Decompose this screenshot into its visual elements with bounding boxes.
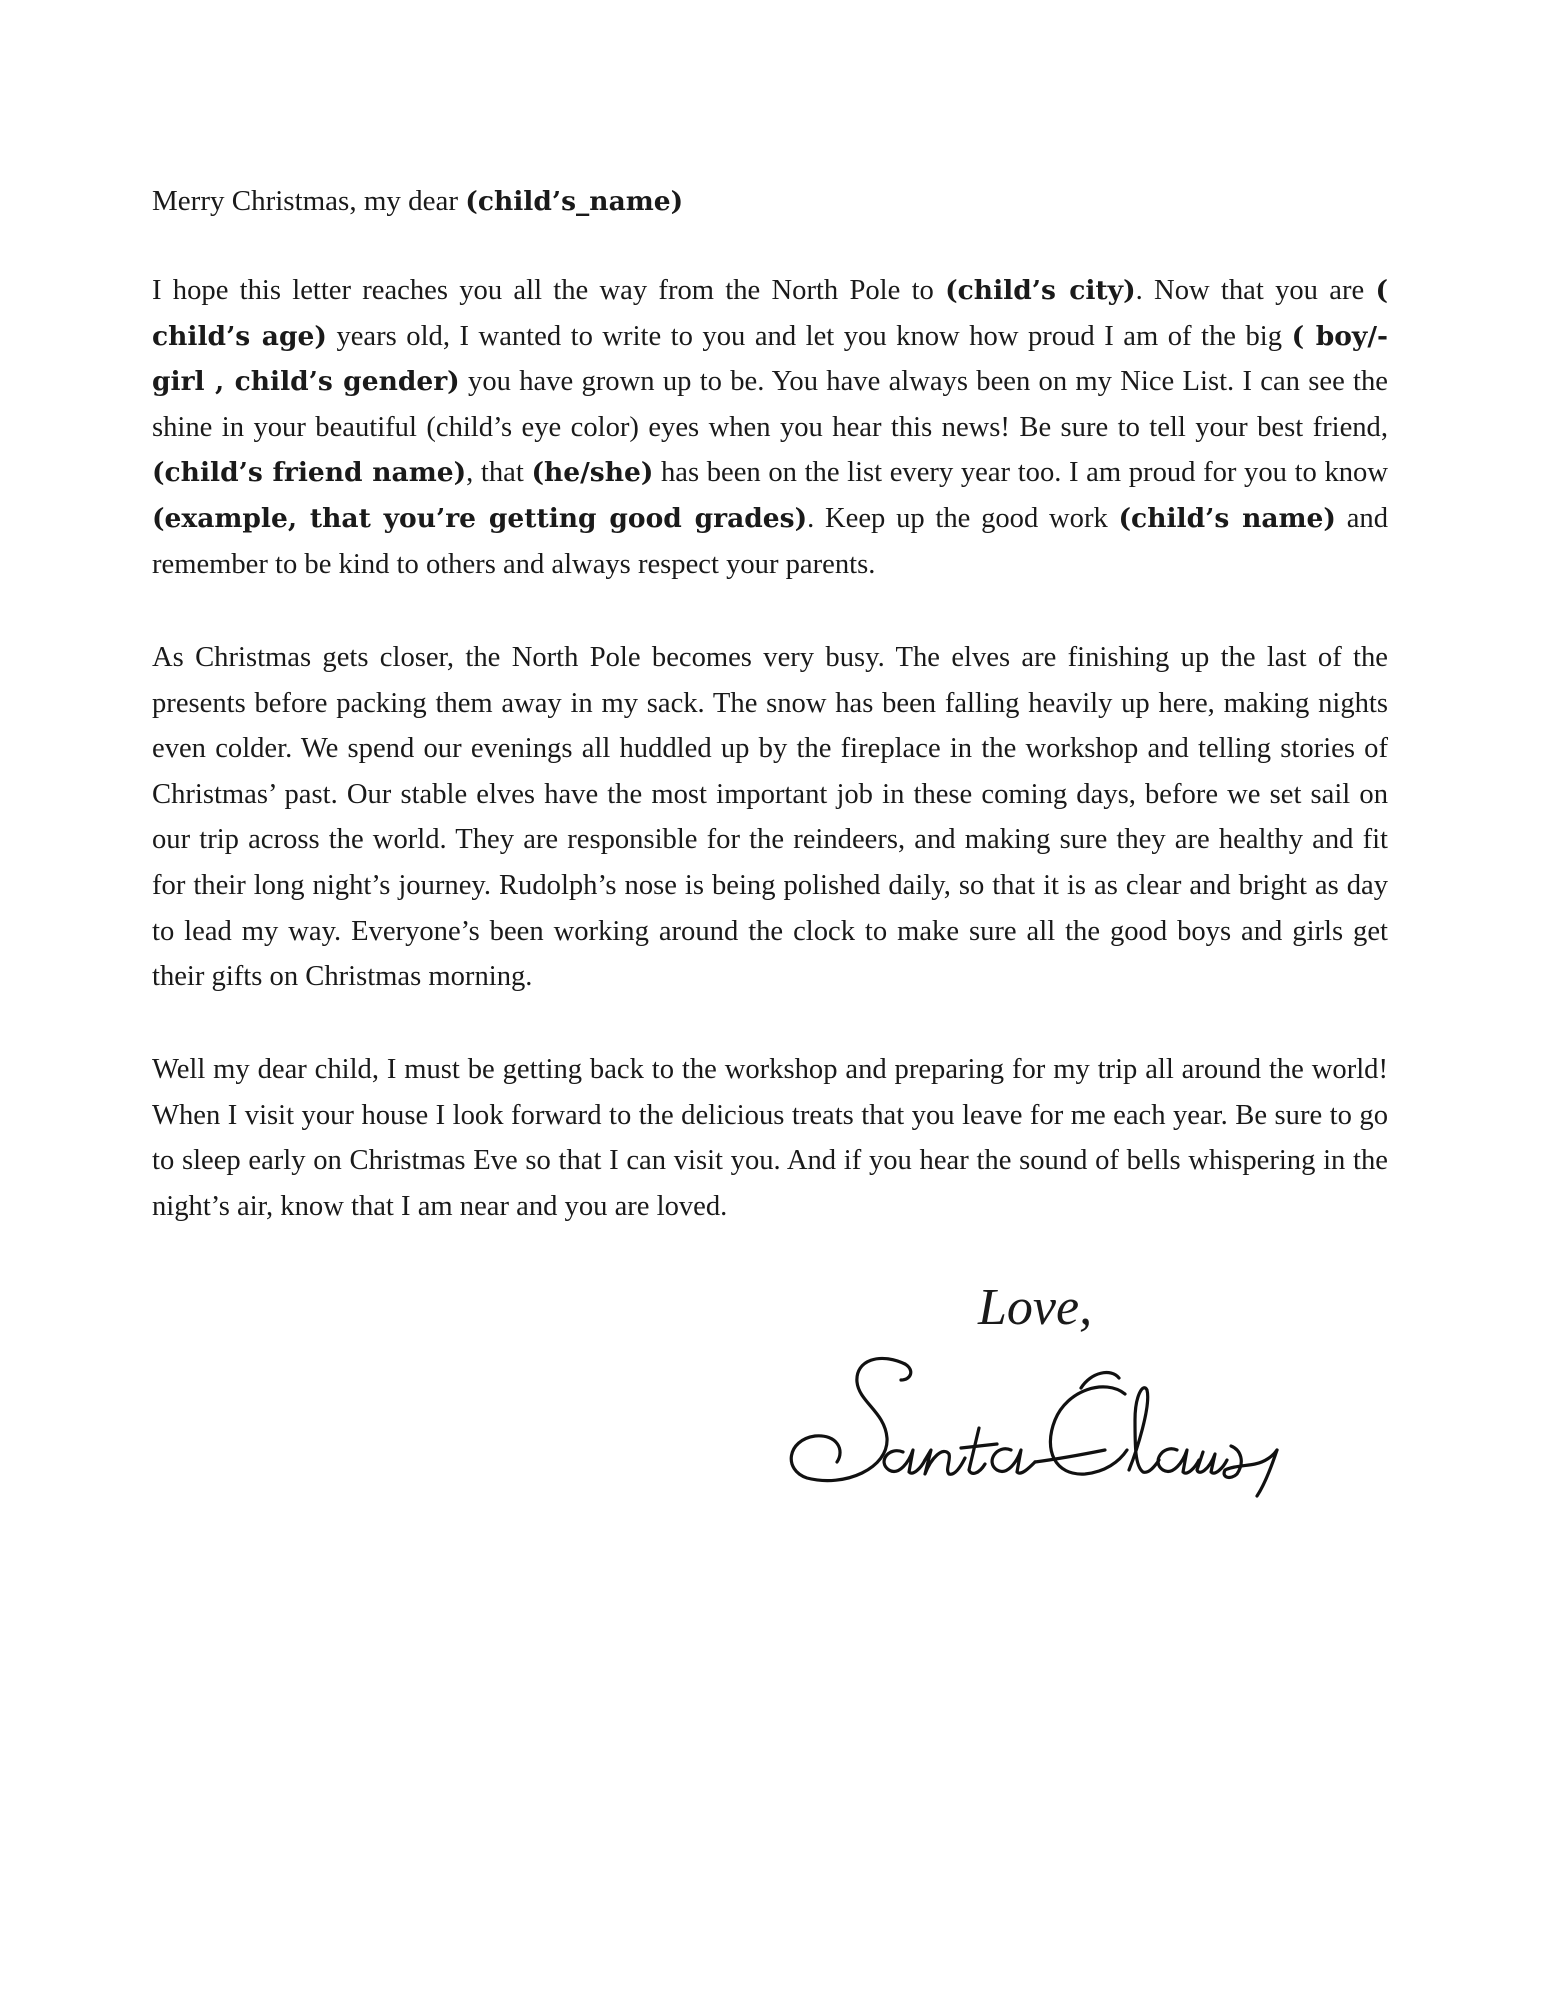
child-city-placeholder: (child’s city) <box>945 275 1136 306</box>
santa-claus-signature <box>785 1350 1365 1500</box>
paragraph-intro <box>152 268 1388 587</box>
paragraph-north-pole: As Christmas gets closer, the North Pole becomes very busy. The elves are finishing up the last of the presents before packing them away in my sack. The snow has been falling heavily up here, making nights even colder. We spend our evenings all huddled up by the fireplace in the workshop and telling stories of Christmas’ past. Our stable elves have the most important job in these coming days, before we set sail on our trip across the world. They are responsible for the reindeers, and making sure they are healthy and fit for their long night’s journey. Rudolph’s nose is being polished daily, so that it is as clear and bright as day to lead my way. Everyone’s been working around the clock to make sure all the good boys and girls get their gifts on Christmas morning. <box>152 642 1388 993</box>
child-gender-placeholder: ( boy/-girl , child’s gender) <box>152 320 1388 398</box>
friend-name-placeholder: (child’s friend name) <box>152 457 467 489</box>
greeting-line <box>152 181 1392 222</box>
child-name-placeholder: (child’s_name) <box>465 186 684 217</box>
child-age-placeholder: ( child’s age) <box>152 275 1388 352</box>
greeting-text: Merry Christmas, my dear <box>152 185 466 217</box>
para1-text-3: years old, I wanted to write to you and let you know how proud I am of the big <box>326 320 1292 352</box>
accomplishment-placeholder: (example, that you’re getting good grades) <box>152 502 808 534</box>
para1-text-6: has been on the list every year too. I am proud for you to know <box>653 457 1388 489</box>
para1-text-8: and remember to be kind to others and always respect your parents. <box>152 502 1388 580</box>
child-name-placeholder-2: (child’s name) <box>1118 502 1336 534</box>
paragraph-farewell: Well my dear child, I must be getting back to the workshop and preparing for my trip all around the world! When I visit your house I look forward to the delicious treats that you leave for me each year. Be sure to go to sleep early on Christmas Eve so that I can visit you. And if you hear the sound of bells whispering in the night’s air, know that I am near and you are loved. <box>152 1054 1388 1222</box>
para1-text-4: you have grown up to be. You have always been on my Nice List. I can see the shine in your beautiful (child’s eye color) eyes when you hear this news! Be sure to tell your best friend, <box>152 366 1388 443</box>
para1-text-1: I hope this letter reaches you all the way from the North Pole to <box>152 275 946 306</box>
para1-text-7: . Keep up the good work <box>807 502 1119 534</box>
para1-text-2: . Now that you are <box>1135 275 1376 306</box>
pronoun-placeholder: (he/she) <box>531 457 654 489</box>
closing-love: Love, <box>978 1279 1093 1336</box>
para1-text-5: , that <box>466 457 532 489</box>
